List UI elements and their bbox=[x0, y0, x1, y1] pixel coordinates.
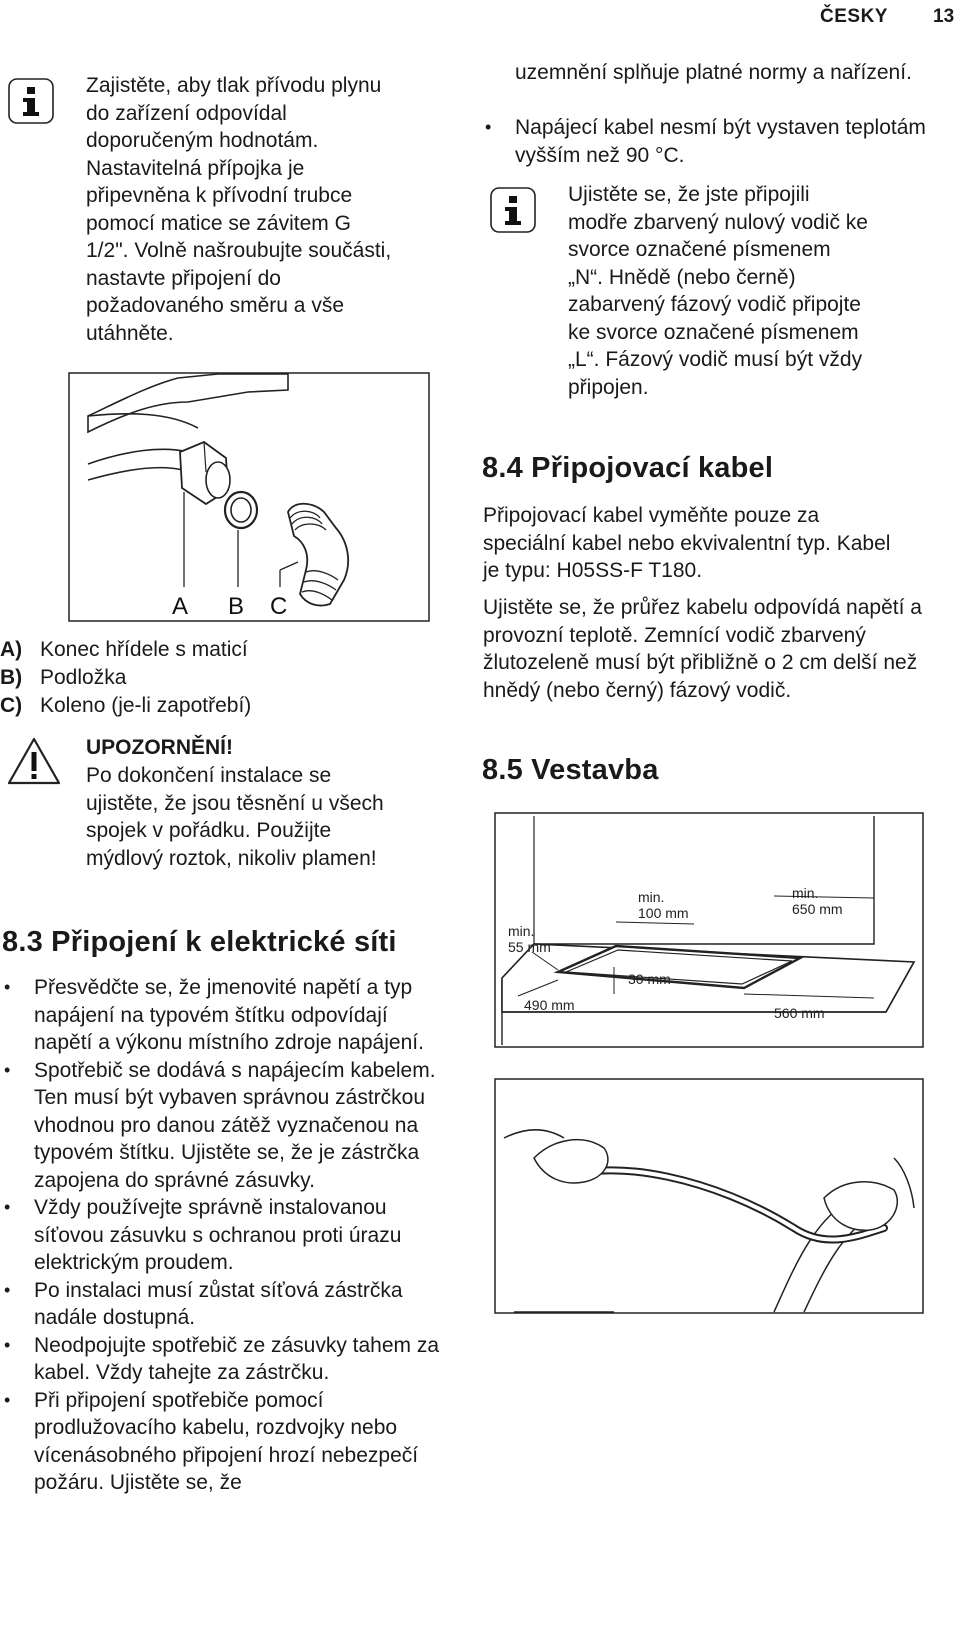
list-item: • Vždy používejte správně instalovanou síťovou zásuvku s ochranou proti úrazu elektrickým proudem. bbox=[0, 1194, 440, 1277]
list-item: • Přesvědčte se, že jmenovité napětí a typ napájení na typovém štítku odpovídají napětí a výkonu místního zdroje napájení. bbox=[0, 974, 440, 1057]
gas-fitting-figure bbox=[68, 372, 430, 622]
legend-item bbox=[0, 664, 420, 692]
wiring-note: Ujistěte se, že jste připojili modře zbarvený nulový vodič ke svorce označené písmenem „N“. Hnědě (nebo černě) zabarvený fázový vodič připojte ke svorce označené písmenem „L“. Fázový vodič musí být vždy připojen. bbox=[568, 183, 868, 399]
list-item: • Spotřebič se dodává s napájecím kabelem. Ten musí být vybaven správnou zástrčkou vhodnou pro danou zátěž vyznačenou na typovém štítku. Ujistěte se, že je zástrčka zapojena do správné zásuvky. bbox=[0, 1057, 440, 1195]
info-icon bbox=[490, 187, 536, 233]
dim-30: 30 mm bbox=[628, 971, 671, 987]
dim-560: 560 mm bbox=[774, 1005, 825, 1021]
list-item: • Po instalaci musí zůstat síťová zástrčka nadále dostupná. bbox=[0, 1277, 440, 1332]
list-item: • Napájecí kabel nesmí být vystaven teplotám vyšším než 90 °C. bbox=[481, 114, 931, 169]
legend-item bbox=[0, 636, 420, 664]
dim-min100-b: 100 mm bbox=[638, 905, 689, 921]
figure-legend bbox=[0, 636, 420, 720]
legend-item bbox=[0, 692, 420, 720]
section-heading-8-4: 8.4 Připojovací kabel bbox=[482, 452, 774, 484]
label-a: A bbox=[172, 593, 189, 620]
dim-min55-a: min. bbox=[508, 923, 535, 939]
warning-title: UPOZORNĚNÍ! bbox=[86, 736, 233, 759]
cable-installation-figure bbox=[494, 1078, 924, 1314]
legend-key: B) bbox=[0, 666, 23, 689]
legend-text: Koleno (je-li zapotřebí) bbox=[40, 694, 252, 717]
dim-min650-a: min. bbox=[792, 885, 819, 901]
cable-section-text: Ujistěte se, že průřez kabelu odpovídá napětí a provozní teplotě. Zemnící vodič zbarvený žlutozeleně musí být přibližně o 2 cm delší než hnědý (nebo černý) fázový vodič. bbox=[483, 596, 922, 702]
section-heading-8-3: 8.3 Připojení k elektrické síti bbox=[2, 926, 397, 958]
section-heading-8-5: 8.5 Vestavba bbox=[482, 754, 659, 786]
dim-490: 490 mm bbox=[524, 997, 575, 1013]
cable-replacement-text: Připojovací kabel vyměňte pouze za speciální kabel nebo ekvivalentní typ. Kabel je typu: H05SS-F T180. bbox=[483, 504, 891, 582]
dim-min650-b: 650 mm bbox=[792, 901, 843, 917]
grounding-continuation: uzemnění splňuje platné normy a nařízení. bbox=[515, 61, 912, 84]
legend-key: A) bbox=[0, 638, 23, 661]
warning-text: Po dokončení instalace se ujistěte, že jsou těsnění u všech spojek v pořádku. Použijte mýdlový roztok, nikoliv plamen! bbox=[86, 764, 384, 870]
legend-key: C) bbox=[0, 694, 23, 717]
header-language: ČESKY bbox=[820, 6, 888, 27]
label-b: B bbox=[228, 593, 245, 620]
legend-text: Konec hřídele s maticí bbox=[40, 638, 248, 661]
built-in-dimensions-figure bbox=[494, 812, 924, 1048]
info-icon bbox=[8, 78, 54, 124]
warning-icon bbox=[6, 736, 62, 786]
dim-min55-b: 55 mm bbox=[508, 939, 551, 955]
legend-text: Podložka bbox=[40, 666, 127, 689]
list-item: • Neodpojujte spotřebič ze zásuvky tahem za kabel. Vždy tahejte za zástrčku. bbox=[0, 1332, 440, 1387]
cable-temperature-bullet bbox=[481, 114, 931, 169]
gas-pressure-note: Zajistěte, aby tlak přívodu plynu do zařízení odpovídal doporučeným hodnotám. Nastavitelná přípojka je připevněna k přívodní trubce pomocí matice se závitem G 1/2". Volně našroubujte součásti, nastavte připojení do požadovaného směru a vše utáhněte. bbox=[86, 74, 392, 345]
electrical-bullets bbox=[0, 974, 440, 1497]
warning-block bbox=[86, 734, 396, 872]
list-item: • Při připojení spotřebiče pomocí prodlužovacího kabelu, rozdvojky nebo vícenásobného připojení hrozí nebezpečí požáru. Ujistěte se, že bbox=[0, 1387, 440, 1497]
dim-min100-a: min. bbox=[638, 889, 665, 905]
page-number: 13 bbox=[933, 6, 955, 27]
label-c: C bbox=[270, 593, 288, 620]
